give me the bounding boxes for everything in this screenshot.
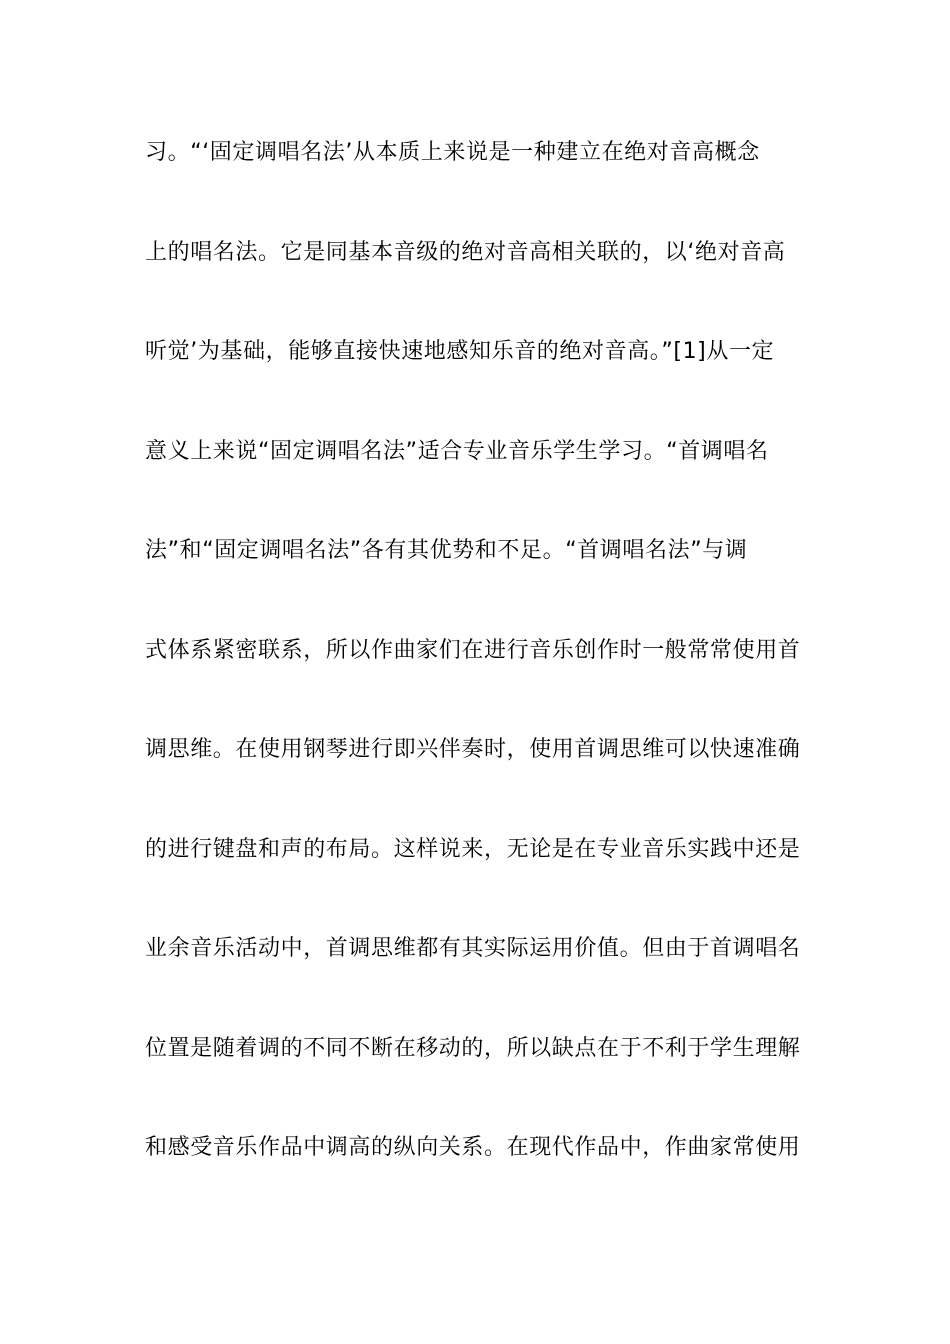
text-line: 的进行键盘和声的布局。这样说来，无论是在专业音乐实践中还是	[145, 836, 801, 862]
text-line: 位置是随着调的不同不断在移动的，所以缺点在于不利于学生理解	[145, 1035, 801, 1061]
text-line: 业余音乐活动中，首调思维都有其实际运用价值。但由于首调唱名	[145, 936, 801, 961]
text-line: 法”和“固定调唱名法”各有其优势和不足。“首调唱名法”与调	[145, 538, 748, 563]
text-line: 听觉’为基础，能够直接快速地感知乐音的绝对音高。”[1]从一定	[145, 339, 775, 364]
text-line: 意义上来说“固定调唱名法”适合专业音乐学生学习。“首调唱名	[145, 438, 769, 464]
text-line: 上的唱名法。它是同基本音级的绝对音高相关联的，以‘绝对音高	[145, 239, 786, 265]
text-line: 和感受音乐作品中调高的纵向关系。在现代作品中，作曲家常使用	[145, 1135, 801, 1160]
text-line: 习。“‘固定调唱名法’从本质上来说是一种建立在绝对音高概念	[145, 140, 760, 165]
body-text	[145, 131, 815, 1226]
text-line: 式体系紧密联系，所以作曲家们在进行音乐创作时一般常常使用首	[145, 637, 801, 663]
text-line: 调思维。在使用钢琴进行即兴伴奏时，使用首调思维可以快速准确	[145, 737, 801, 762]
